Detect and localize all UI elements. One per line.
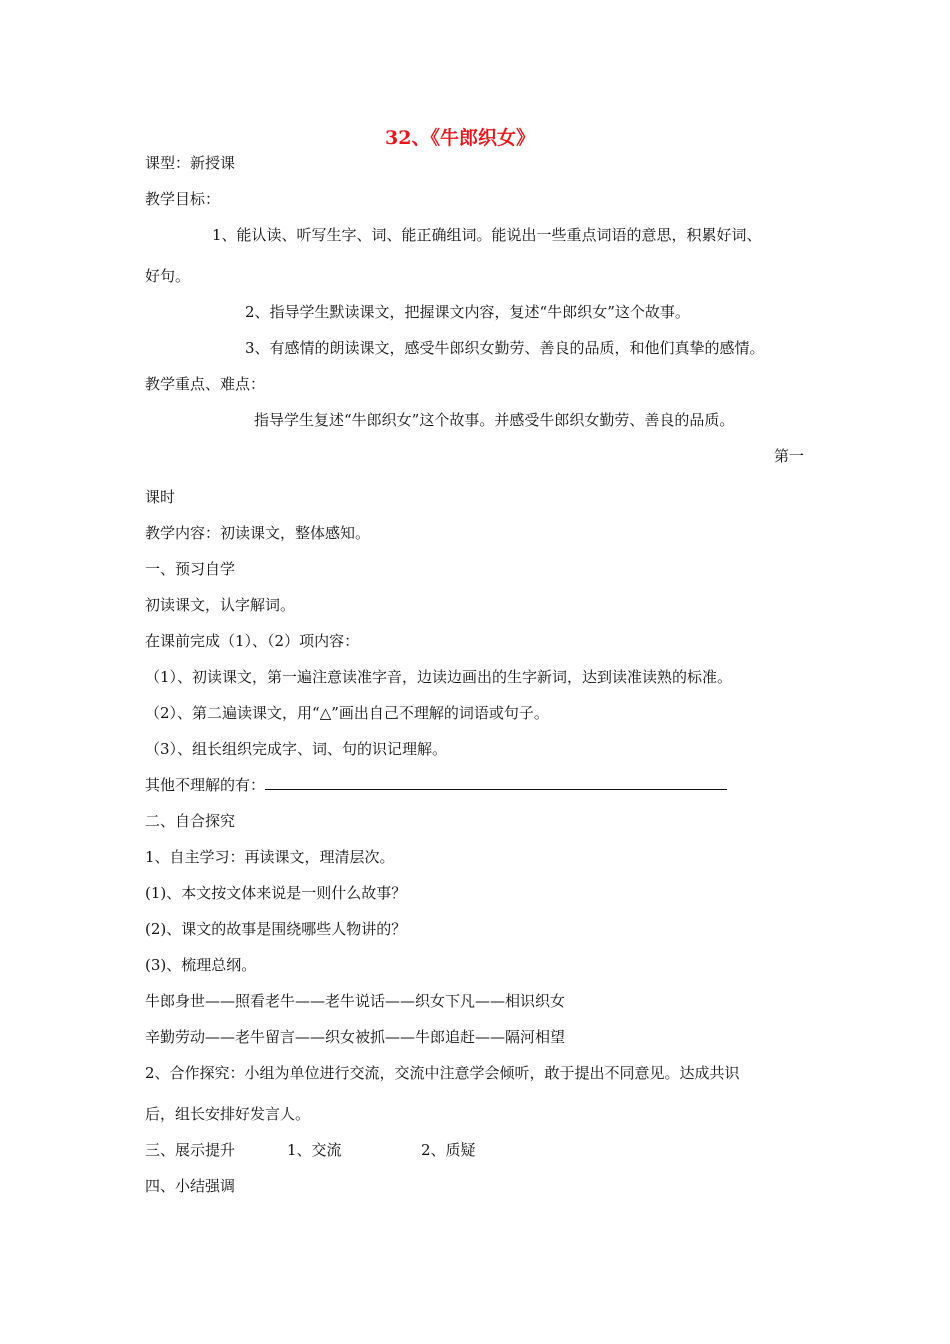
cooperation-line-2: 后，组长安排好发言人。 — [145, 1105, 311, 1123]
answer-blank-line — [265, 777, 727, 790]
teaching-content: 教学内容：初读课文，整体感知。 — [145, 524, 371, 542]
task-item-2: （2）、第二遍读课文，用“△”画出自己不理解的词语或句子。 — [145, 704, 549, 722]
key-heading: 教学重点、难点： — [145, 375, 266, 393]
question-1: (1)、本文按文体来说是一则什么故事？ — [145, 884, 407, 902]
preview-line-1: 初读课文，认字解词。 — [145, 596, 296, 614]
other-questions-label: 其他不理解的有： — [145, 776, 266, 794]
goals-heading: 教学目标： — [145, 190, 221, 208]
question-3: (3)、梳理总纲。 — [145, 956, 257, 974]
document-title: 32、《牛郎织女》 — [385, 127, 535, 149]
key-text: 指导学生复述“牛郎织女”这个故事。并感受牛郎织女勤劳、善良的品质。 — [254, 411, 735, 429]
self-study: 1、自主学习：再读课文，理清层次。 — [145, 848, 395, 866]
section-3-heading: 三、展示提升 — [145, 1141, 236, 1159]
lesson-type: 课型：新授课 — [145, 154, 236, 172]
goal-2: 2、指导学生默读课文，把握课文内容，复述“牛郎织女”这个故事。 — [245, 303, 690, 321]
task-item-1: （1）、初读课文，第一遍注意读准字音，边读边画出的生字新词，达到读准读熟的标准。 — [145, 668, 733, 686]
period-label-part-2: 课时 — [145, 488, 176, 506]
other-questions — [145, 775, 727, 795]
task-item-3: （3）、组长组织完成字、词、句的识记理解。 — [145, 740, 448, 758]
goal-3: 3、有感情的朗读课文，感受牛郎织女勤劳、善良的品质，和他们真挚的感情。 — [245, 339, 765, 357]
section-2-heading: 二、自合探究 — [145, 812, 236, 830]
section-4-heading: 四、小结强调 — [145, 1177, 236, 1195]
section-3-item-2: 2、质疑 — [421, 1141, 476, 1159]
outline-line-2: 辛勤劳动——老牛留言——织女被抓——牛郎追赶——隔河相望 — [145, 1028, 566, 1046]
question-2: (2)、课文的故事是围绕哪些人物讲的？ — [145, 920, 407, 938]
section-3-item-1: 1、交流 — [287, 1141, 342, 1159]
section-1-heading: 一、预习自学 — [145, 560, 236, 578]
period-label-part-1: 第一 — [773, 447, 804, 465]
cooperation-line-1: 2、合作探究：小组为单位进行交流，交流中注意学会倾听，敢于提出不同意见。达成共识 — [145, 1064, 740, 1082]
goal-1-line-2: 好句。 — [145, 267, 191, 285]
outline-line-1: 牛郎身世——照看老牛——老牛说话——织女下凡——相识织女 — [145, 992, 566, 1010]
goal-1-line-1: 1、能认读、听写生字、词、能正确组词。能说出一些重点词语的意思，积累好词、 — [212, 226, 762, 244]
preview-line-2: 在课前完成（1）、（2）项内容： — [145, 632, 360, 650]
